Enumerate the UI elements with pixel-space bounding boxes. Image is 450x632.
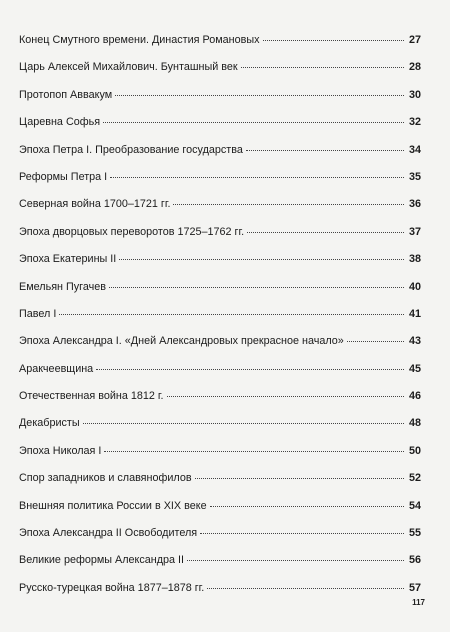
dot-leader [173, 204, 404, 205]
toc-entry-page: 45 [408, 362, 421, 375]
toc-entry[interactable] [19, 307, 421, 334]
toc-entry-title: Декабристы [19, 417, 80, 430]
toc-entry-page: 46 [408, 390, 421, 403]
toc-entry[interactable] [19, 334, 421, 361]
toc-entry-title: Эпоха дворцовых переворотов 1725–1762 гг. [19, 225, 245, 238]
dot-leader [59, 314, 404, 315]
dot-leader [109, 287, 404, 288]
dot-leader [103, 122, 404, 123]
toc-entry-title: Аракчеевщина [19, 362, 94, 375]
toc-entry-title: Внешняя политика России в XIX веке [19, 499, 207, 512]
dot-leader [200, 533, 404, 534]
toc-entry-page: 30 [408, 88, 421, 101]
dot-leader [104, 451, 404, 452]
dot-leader [119, 259, 404, 260]
toc-entry-title: Русско-турецкая война 1877–1878 гг. [19, 581, 205, 594]
dot-leader [115, 95, 404, 96]
dot-leader [167, 396, 405, 397]
dot-leader [247, 232, 404, 233]
toc-entry-page: 55 [408, 527, 421, 540]
toc-entry-title: Эпоха Александра II Освободителя [19, 527, 198, 540]
toc-entry-page: 56 [408, 554, 421, 567]
dot-leader [187, 560, 404, 561]
toc-entry-title: Отечественная война 1812 г. [19, 390, 164, 403]
toc-entry-page: 27 [408, 34, 421, 46]
toc-entry[interactable] [19, 553, 421, 580]
toc-entry-title: Царь Алексей Михайлович. Бунташный век [19, 61, 238, 74]
dot-leader [195, 478, 404, 479]
toc-entry[interactable] [19, 444, 421, 471]
toc-entry-title: Спор западников и славянофилов [19, 472, 192, 485]
toc-entry-title: Северная война 1700–1721 гг. [19, 198, 171, 211]
dot-leader [96, 369, 404, 370]
toc-entry[interactable] [19, 252, 421, 279]
dot-leader [263, 40, 404, 41]
toc-entry[interactable] [19, 499, 421, 526]
toc-entry-page: 35 [408, 170, 421, 183]
toc-entry-title: Эпоха Николая I [19, 444, 102, 457]
toc-entry[interactable] [19, 581, 421, 608]
dot-leader [241, 67, 404, 68]
toc-entry-page: 38 [408, 253, 421, 266]
toc-entry[interactable] [19, 471, 421, 498]
toc-entry[interactable] [19, 143, 421, 170]
dot-leader [210, 506, 404, 507]
toc-entry-page: 37 [408, 225, 421, 238]
toc-entry-title: Царевна Софья [19, 116, 101, 129]
page-number: 117 [412, 598, 425, 607]
toc-entry[interactable] [19, 526, 421, 553]
toc-entry-page: 50 [408, 444, 421, 457]
toc-entry[interactable] [19, 197, 421, 224]
toc-entry-title: Павел I [19, 307, 57, 320]
table-of-contents [19, 33, 421, 608]
dot-leader [347, 341, 404, 342]
dot-leader [207, 588, 404, 589]
toc-entry-page: 28 [408, 61, 421, 74]
toc-entry-title: Емельян Пугачев [19, 280, 106, 293]
toc-entry[interactable] [19, 280, 421, 307]
toc-entry[interactable] [19, 115, 421, 142]
toc-entry-title: Великие реформы Александра II [19, 554, 185, 567]
toc-entry-title: Конец Смутного времени. Династия Романовых [19, 34, 260, 46]
dot-leader [246, 150, 404, 151]
toc-entry[interactable] [19, 33, 421, 60]
toc-entry-page: 41 [408, 307, 421, 320]
toc-entry[interactable] [19, 225, 421, 252]
toc-entry[interactable] [19, 362, 421, 389]
toc-entry-page: 40 [408, 280, 421, 293]
toc-entry-title: Реформы Петра I [19, 170, 108, 183]
toc-entry[interactable] [19, 88, 421, 115]
toc-entry-page: 52 [408, 472, 421, 485]
toc-entry-title: Эпоха Екатерины II [19, 253, 117, 266]
dot-leader [83, 423, 404, 424]
toc-entry-page: 54 [408, 499, 421, 512]
toc-entry-title: Эпоха Петра I. Преобразование государства [19, 143, 243, 156]
toc-entry-page: 48 [408, 417, 421, 430]
toc-entry-title: Протопоп Аввакум [19, 88, 113, 101]
toc-entry-page: 34 [408, 143, 421, 156]
toc-entry-title: Эпоха Александра I. «Дней Александровых прекрасное начало» [19, 335, 344, 348]
toc-entry[interactable] [19, 170, 421, 197]
toc-entry-page: 36 [408, 198, 421, 211]
toc-entry-page: 43 [408, 335, 421, 348]
toc-entry[interactable] [19, 389, 421, 416]
toc-entry[interactable] [19, 416, 421, 443]
toc-entry-page: 57 [408, 581, 421, 594]
dot-leader [110, 177, 404, 178]
toc-entry-page: 32 [408, 116, 421, 129]
toc-entry[interactable] [19, 60, 421, 87]
